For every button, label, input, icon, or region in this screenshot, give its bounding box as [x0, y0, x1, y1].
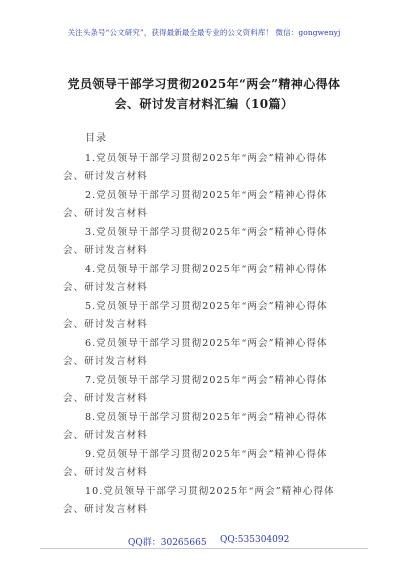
- toc-item-text-continued: 会、研讨发言材料: [63, 319, 148, 330]
- toc-item-text: 9.党员领导干部学习贯彻2025年“两会”精神心得体: [85, 449, 328, 460]
- footer-divider: [40, 548, 368, 549]
- toc-item-text: 10.党员领导干部学习贯彻2025年“两会”精神心得体: [85, 486, 335, 497]
- toc-item: [0, 222, 408, 259]
- toc-item-text-continued: 会、研讨发言材料: [63, 208, 148, 219]
- toc-item-text-continued: 会、研讨发言材料: [63, 393, 148, 404]
- toc-item-text-continued: 会、研讨发言材料: [63, 467, 148, 478]
- qq-number: QQ:535304092: [220, 535, 290, 545]
- toc-heading: 目录: [85, 133, 107, 144]
- toc-item-text-continued: 会、研讨发言材料: [63, 245, 148, 256]
- toc-item: [0, 407, 408, 444]
- toc-item-text-continued: 会、研讨发言材料: [63, 171, 148, 182]
- toc-item-text: 6.党员领导干部学习贯彻2025年“两会”精神心得体: [85, 338, 328, 349]
- toc-item: [0, 333, 408, 370]
- toc-item-text: 1.党员领导干部学习贯彻2025年“两会”精神心得体: [85, 153, 328, 164]
- toc-item: [0, 296, 408, 333]
- toc-item-text: 3.党员领导干部学习贯彻2025年“两会”精神心得体: [85, 227, 328, 238]
- toc-item: [0, 370, 408, 407]
- toc-item-text: 8.党员领导干部学习贯彻2025年“两会”精神心得体: [85, 412, 328, 423]
- toc-item-text: 4.党员领导干部学习贯彻2025年“两会”精神心得体: [85, 264, 328, 275]
- toc-item-text: 5.党员领导干部学习贯彻2025年“两会”精神心得体: [85, 301, 328, 312]
- header-promo-note: 关注头条号“公文研究”，获得最新最全最专业的公文资料库！ 微信：gongwenyj: [67, 28, 341, 37]
- toc-item-text-continued: 会、研讨发言材料: [63, 356, 148, 367]
- toc-item-text-continued: 会、研讨发言材料: [63, 504, 148, 515]
- toc-item: [0, 444, 408, 481]
- toc-item: [0, 185, 408, 222]
- toc-item-text-continued: 会、研讨发言材料: [63, 282, 148, 293]
- toc-item-text: 7.党员领导干部学习贯彻2025年“两会”精神心得体: [85, 375, 328, 386]
- toc-item: [0, 481, 408, 518]
- toc-item-text-continued: 会、研讨发言材料: [63, 430, 148, 441]
- toc-item: [0, 259, 408, 296]
- qq-group-number: QQ群：30265665: [128, 538, 207, 548]
- document-title: 党员领导干部学习贯彻2025年“两会”精神心得体会、研讨发言材料汇编（10篇）: [67, 77, 341, 111]
- toc-list: [0, 148, 408, 518]
- toc-item: [0, 148, 408, 185]
- toc-item-text: 2.党员领导干部学习贯彻2025年“两会”精神心得体: [85, 190, 328, 201]
